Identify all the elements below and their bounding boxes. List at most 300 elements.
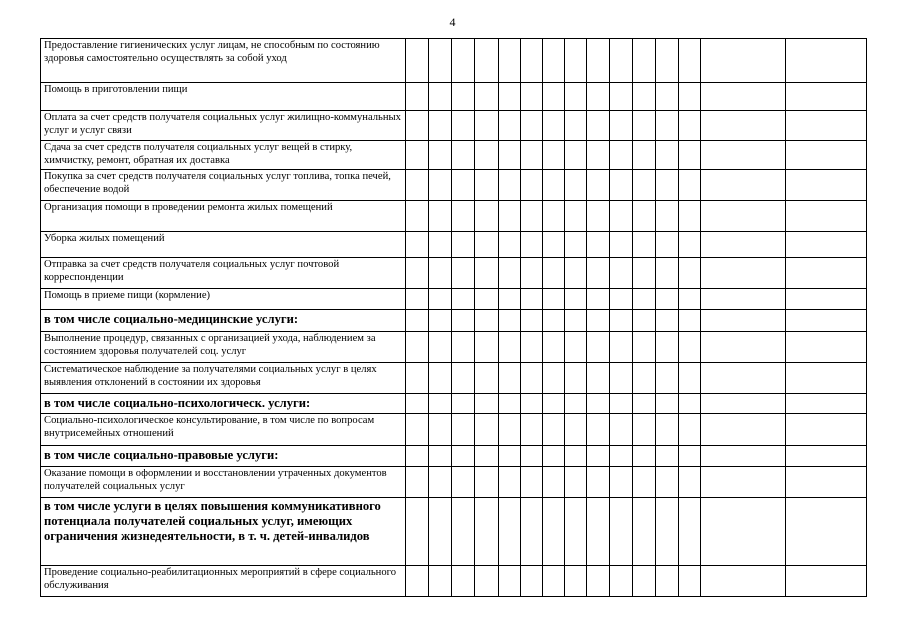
- empty-cell: [542, 39, 564, 83]
- empty-cell: [655, 566, 678, 597]
- empty-cell: [452, 446, 475, 467]
- table-row: [41, 141, 867, 170]
- table-row: [41, 498, 867, 566]
- empty-cell: [475, 170, 498, 201]
- empty-cell: [520, 111, 542, 141]
- empty-cell: [498, 414, 520, 446]
- empty-cell: [655, 39, 678, 83]
- empty-cell: [429, 446, 452, 467]
- empty-cell: [452, 332, 475, 363]
- empty-cell: [498, 83, 520, 111]
- empty-cell: [475, 498, 498, 566]
- empty-cell: [609, 446, 632, 467]
- empty-cell: [609, 310, 632, 332]
- empty-cell: [429, 310, 452, 332]
- service-name-cell: Проведение социально-реабилитационных мероприятий в сфере социального обслуживания: [41, 566, 406, 597]
- empty-cell: [586, 141, 609, 170]
- empty-cell: [655, 83, 678, 111]
- empty-cell: [678, 414, 700, 446]
- empty-cell: [564, 83, 586, 111]
- empty-cell: [655, 446, 678, 467]
- empty-cell: [542, 363, 564, 394]
- empty-cell: [520, 310, 542, 332]
- empty-cell: [452, 111, 475, 141]
- empty-cell: [406, 258, 429, 289]
- empty-cell: [609, 39, 632, 83]
- empty-cell: [700, 566, 785, 597]
- empty-cell: [586, 310, 609, 332]
- empty-cell: [542, 394, 564, 414]
- empty-cell: [520, 414, 542, 446]
- empty-cell: [520, 467, 542, 498]
- empty-cell: [498, 258, 520, 289]
- empty-cell: [609, 414, 632, 446]
- service-name-cell: Организация помощи в проведении ремонта жилых помещений: [41, 201, 406, 232]
- empty-cell: [498, 467, 520, 498]
- empty-cell: [429, 141, 452, 170]
- empty-cell: [520, 289, 542, 310]
- empty-cell: [632, 498, 655, 566]
- empty-cell: [609, 394, 632, 414]
- empty-cell: [452, 141, 475, 170]
- empty-cell: [406, 310, 429, 332]
- service-name-cell: в том числе услуги в целях повышения коммуникативного потенциала получателей социальных услуг, имеющих ограничения жизнедеятельности, в т. ч. детей-инвалидов: [41, 498, 406, 566]
- service-name-cell: в том числе социально-психологическ. услуги:: [41, 394, 406, 414]
- empty-cell: [586, 258, 609, 289]
- empty-cell: [429, 111, 452, 141]
- empty-cell: [609, 363, 632, 394]
- empty-cell: [632, 141, 655, 170]
- empty-cell: [406, 363, 429, 394]
- empty-cell: [655, 170, 678, 201]
- empty-cell: [700, 414, 785, 446]
- empty-cell: [542, 258, 564, 289]
- empty-cell: [475, 446, 498, 467]
- empty-cell: [632, 446, 655, 467]
- empty-cell: [632, 566, 655, 597]
- empty-cell: [452, 170, 475, 201]
- empty-cell: [700, 310, 785, 332]
- empty-cell: [564, 363, 586, 394]
- empty-cell: [498, 111, 520, 141]
- empty-cell: [542, 111, 564, 141]
- empty-cell: [429, 414, 452, 446]
- empty-cell: [586, 394, 609, 414]
- empty-cell: [429, 232, 452, 258]
- table-row: [41, 111, 867, 141]
- empty-cell: [475, 289, 498, 310]
- empty-cell: [564, 141, 586, 170]
- empty-cell: [429, 258, 452, 289]
- page-number: 4: [449, 15, 456, 29]
- empty-cell: [498, 310, 520, 332]
- empty-cell: [785, 566, 866, 597]
- empty-cell: [785, 232, 866, 258]
- service-name-cell: в том числе социально-медицинские услуги:: [41, 310, 406, 332]
- empty-cell: [452, 467, 475, 498]
- empty-cell: [655, 141, 678, 170]
- empty-cell: [632, 83, 655, 111]
- empty-cell: [406, 170, 429, 201]
- empty-cell: [700, 394, 785, 414]
- empty-cell: [429, 363, 452, 394]
- empty-cell: [498, 566, 520, 597]
- empty-cell: [632, 332, 655, 363]
- empty-cell: [609, 289, 632, 310]
- empty-cell: [498, 394, 520, 414]
- empty-cell: [632, 289, 655, 310]
- empty-cell: [498, 363, 520, 394]
- empty-cell: [498, 170, 520, 201]
- empty-cell: [564, 467, 586, 498]
- empty-cell: [700, 141, 785, 170]
- empty-cell: [700, 498, 785, 566]
- table-row: [41, 258, 867, 289]
- empty-cell: [678, 394, 700, 414]
- empty-cell: [406, 83, 429, 111]
- empty-cell: [406, 332, 429, 363]
- empty-cell: [785, 332, 866, 363]
- empty-cell: [785, 111, 866, 141]
- empty-cell: [700, 83, 785, 111]
- empty-cell: [429, 467, 452, 498]
- empty-cell: [498, 141, 520, 170]
- empty-cell: [700, 363, 785, 394]
- empty-cell: [678, 310, 700, 332]
- empty-cell: [429, 39, 452, 83]
- empty-cell: [406, 394, 429, 414]
- empty-cell: [632, 201, 655, 232]
- empty-cell: [586, 170, 609, 201]
- empty-cell: [429, 170, 452, 201]
- empty-cell: [429, 83, 452, 111]
- empty-cell: [609, 498, 632, 566]
- empty-cell: [632, 467, 655, 498]
- empty-cell: [609, 332, 632, 363]
- empty-cell: [475, 201, 498, 232]
- table-row: [41, 310, 867, 332]
- empty-cell: [542, 498, 564, 566]
- empty-cell: [520, 201, 542, 232]
- empty-cell: [520, 232, 542, 258]
- empty-cell: [586, 39, 609, 83]
- table-row: [41, 414, 867, 446]
- empty-cell: [678, 111, 700, 141]
- empty-cell: [475, 310, 498, 332]
- empty-cell: [475, 111, 498, 141]
- empty-cell: [564, 201, 586, 232]
- empty-cell: [700, 232, 785, 258]
- empty-cell: [452, 258, 475, 289]
- empty-cell: [678, 566, 700, 597]
- empty-cell: [542, 141, 564, 170]
- table-row: [41, 332, 867, 363]
- empty-cell: [520, 83, 542, 111]
- empty-cell: [520, 141, 542, 170]
- empty-cell: [475, 394, 498, 414]
- empty-cell: [498, 498, 520, 566]
- empty-cell: [785, 467, 866, 498]
- empty-cell: [475, 83, 498, 111]
- empty-cell: [520, 566, 542, 597]
- empty-cell: [452, 83, 475, 111]
- service-name-cell: Отправка за счет средств получателя социальных услуг почтовой корреспонденции: [41, 258, 406, 289]
- table-row: [41, 83, 867, 111]
- table-row: [41, 394, 867, 414]
- empty-cell: [542, 467, 564, 498]
- empty-cell: [429, 394, 452, 414]
- empty-cell: [700, 39, 785, 83]
- empty-cell: [452, 394, 475, 414]
- empty-cell: [678, 363, 700, 394]
- empty-cell: [564, 332, 586, 363]
- empty-cell: [586, 414, 609, 446]
- table-row: [41, 467, 867, 498]
- empty-cell: [429, 201, 452, 232]
- empty-cell: [700, 170, 785, 201]
- empty-cell: [700, 332, 785, 363]
- service-name-cell: Помощь в приготовлении пищи: [41, 83, 406, 111]
- empty-cell: [452, 232, 475, 258]
- service-name-cell: Выполнение процедур, связанных с организацией ухода, наблюдением за состоянием здоровья получателей соц. услуг: [41, 332, 406, 363]
- empty-cell: [785, 446, 866, 467]
- empty-cell: [542, 332, 564, 363]
- empty-cell: [475, 467, 498, 498]
- empty-cell: [678, 201, 700, 232]
- empty-cell: [586, 498, 609, 566]
- empty-cell: [475, 39, 498, 83]
- empty-cell: [406, 39, 429, 83]
- empty-cell: [609, 201, 632, 232]
- empty-cell: [406, 467, 429, 498]
- service-name-cell: Оплата за счет средств получателя социальных услуг жилищно-коммунальных услуг и услуг связи: [41, 111, 406, 141]
- table-row: [41, 566, 867, 597]
- service-name-cell: Покупка за счет средств получателя социальных услуг топлива, топка печей, обеспечение водой: [41, 170, 406, 201]
- empty-cell: [678, 258, 700, 289]
- table-row: [41, 39, 867, 83]
- empty-cell: [632, 258, 655, 289]
- empty-cell: [564, 289, 586, 310]
- empty-cell: [452, 498, 475, 566]
- empty-cell: [406, 446, 429, 467]
- empty-cell: [655, 258, 678, 289]
- table-row: [41, 446, 867, 467]
- service-name-cell: Систематическое наблюдение за получателями социальных услуг в целях выявления отклонений в состоянии их здоровья: [41, 363, 406, 394]
- empty-cell: [632, 111, 655, 141]
- table-row: [41, 289, 867, 310]
- table-row: [41, 363, 867, 394]
- service-name-cell: Оказание помощи в оформлении и восстановлении утраченных документов получателей социальных услуг: [41, 467, 406, 498]
- empty-cell: [655, 467, 678, 498]
- empty-cell: [609, 566, 632, 597]
- empty-cell: [700, 258, 785, 289]
- empty-cell: [632, 363, 655, 394]
- empty-cell: [498, 446, 520, 467]
- empty-cell: [678, 170, 700, 201]
- empty-cell: [586, 201, 609, 232]
- empty-cell: [632, 394, 655, 414]
- empty-cell: [564, 566, 586, 597]
- service-name-cell: в том числе социально-правовые услуги:: [41, 446, 406, 467]
- table-row: [41, 201, 867, 232]
- empty-cell: [586, 566, 609, 597]
- empty-cell: [564, 258, 586, 289]
- empty-cell: [520, 39, 542, 83]
- empty-cell: [406, 498, 429, 566]
- empty-cell: [678, 467, 700, 498]
- services-table-body: [41, 39, 867, 597]
- empty-cell: [586, 332, 609, 363]
- empty-cell: [586, 467, 609, 498]
- service-name-cell: Социально-психологическое консультирование, в том числе по вопросам внутрисемейных отношений: [41, 414, 406, 446]
- empty-cell: [609, 467, 632, 498]
- empty-cell: [542, 83, 564, 111]
- empty-cell: [498, 289, 520, 310]
- empty-cell: [700, 446, 785, 467]
- empty-cell: [609, 258, 632, 289]
- empty-cell: [564, 414, 586, 446]
- empty-cell: [655, 394, 678, 414]
- empty-cell: [785, 498, 866, 566]
- empty-cell: [632, 232, 655, 258]
- empty-cell: [678, 446, 700, 467]
- empty-cell: [586, 289, 609, 310]
- empty-cell: [678, 289, 700, 310]
- empty-cell: [700, 467, 785, 498]
- empty-cell: [785, 258, 866, 289]
- empty-cell: [564, 170, 586, 201]
- empty-cell: [429, 332, 452, 363]
- empty-cell: [542, 310, 564, 332]
- empty-cell: [406, 111, 429, 141]
- empty-cell: [406, 141, 429, 170]
- empty-cell: [632, 170, 655, 201]
- empty-cell: [564, 446, 586, 467]
- empty-cell: [406, 232, 429, 258]
- empty-cell: [655, 232, 678, 258]
- empty-cell: [785, 39, 866, 83]
- empty-cell: [678, 39, 700, 83]
- empty-cell: [785, 83, 866, 111]
- empty-cell: [498, 232, 520, 258]
- empty-cell: [498, 39, 520, 83]
- empty-cell: [475, 566, 498, 597]
- empty-cell: [785, 201, 866, 232]
- empty-cell: [655, 289, 678, 310]
- empty-cell: [655, 201, 678, 232]
- empty-cell: [785, 141, 866, 170]
- empty-cell: [632, 39, 655, 83]
- empty-cell: [520, 498, 542, 566]
- empty-cell: [475, 363, 498, 394]
- services-table: [40, 38, 867, 597]
- empty-cell: [406, 566, 429, 597]
- empty-cell: [520, 394, 542, 414]
- empty-cell: [785, 363, 866, 394]
- empty-cell: [700, 201, 785, 232]
- empty-cell: [498, 201, 520, 232]
- empty-cell: [785, 414, 866, 446]
- empty-cell: [609, 111, 632, 141]
- empty-cell: [520, 446, 542, 467]
- empty-cell: [678, 232, 700, 258]
- empty-cell: [632, 310, 655, 332]
- empty-cell: [452, 414, 475, 446]
- empty-cell: [785, 289, 866, 310]
- empty-cell: [678, 83, 700, 111]
- empty-cell: [564, 498, 586, 566]
- empty-cell: [475, 414, 498, 446]
- empty-cell: [564, 111, 586, 141]
- empty-cell: [564, 394, 586, 414]
- service-name-cell: Предоставление гигиенических услуг лицам, не способным по состоянию здоровья самостоятельно осуществлять за собой уход: [41, 39, 406, 83]
- empty-cell: [678, 498, 700, 566]
- empty-cell: [609, 170, 632, 201]
- empty-cell: [609, 141, 632, 170]
- empty-cell: [700, 111, 785, 141]
- empty-cell: [542, 289, 564, 310]
- empty-cell: [785, 394, 866, 414]
- empty-cell: [452, 363, 475, 394]
- empty-cell: [678, 141, 700, 170]
- table-row: [41, 170, 867, 201]
- empty-cell: [609, 232, 632, 258]
- empty-cell: [586, 363, 609, 394]
- service-name-cell: Сдача за счет средств получателя социальных услуг вещей в стирку, химчистку, ремонт, обратная их доставка: [41, 141, 406, 170]
- empty-cell: [475, 332, 498, 363]
- empty-cell: [406, 414, 429, 446]
- empty-cell: [586, 83, 609, 111]
- empty-cell: [678, 332, 700, 363]
- empty-cell: [520, 170, 542, 201]
- empty-cell: [542, 566, 564, 597]
- empty-cell: [542, 201, 564, 232]
- table-row: [41, 232, 867, 258]
- empty-cell: [609, 83, 632, 111]
- empty-cell: [655, 414, 678, 446]
- empty-cell: [475, 232, 498, 258]
- empty-cell: [429, 498, 452, 566]
- empty-cell: [632, 414, 655, 446]
- empty-cell: [542, 170, 564, 201]
- empty-cell: [429, 289, 452, 310]
- empty-cell: [452, 289, 475, 310]
- empty-cell: [452, 39, 475, 83]
- empty-cell: [785, 310, 866, 332]
- empty-cell: [586, 232, 609, 258]
- empty-cell: [406, 289, 429, 310]
- empty-cell: [520, 332, 542, 363]
- service-name-cell: Уборка жилых помещений: [41, 232, 406, 258]
- empty-cell: [475, 258, 498, 289]
- empty-cell: [655, 111, 678, 141]
- empty-cell: [586, 446, 609, 467]
- service-name-cell: Помощь в приеме пищи (кормление): [41, 289, 406, 310]
- empty-cell: [452, 566, 475, 597]
- empty-cell: [475, 141, 498, 170]
- empty-cell: [655, 332, 678, 363]
- empty-cell: [498, 332, 520, 363]
- empty-cell: [564, 39, 586, 83]
- empty-cell: [700, 289, 785, 310]
- empty-cell: [785, 170, 866, 201]
- empty-cell: [655, 498, 678, 566]
- empty-cell: [586, 111, 609, 141]
- empty-cell: [655, 363, 678, 394]
- empty-cell: [452, 310, 475, 332]
- empty-cell: [564, 232, 586, 258]
- empty-cell: [655, 310, 678, 332]
